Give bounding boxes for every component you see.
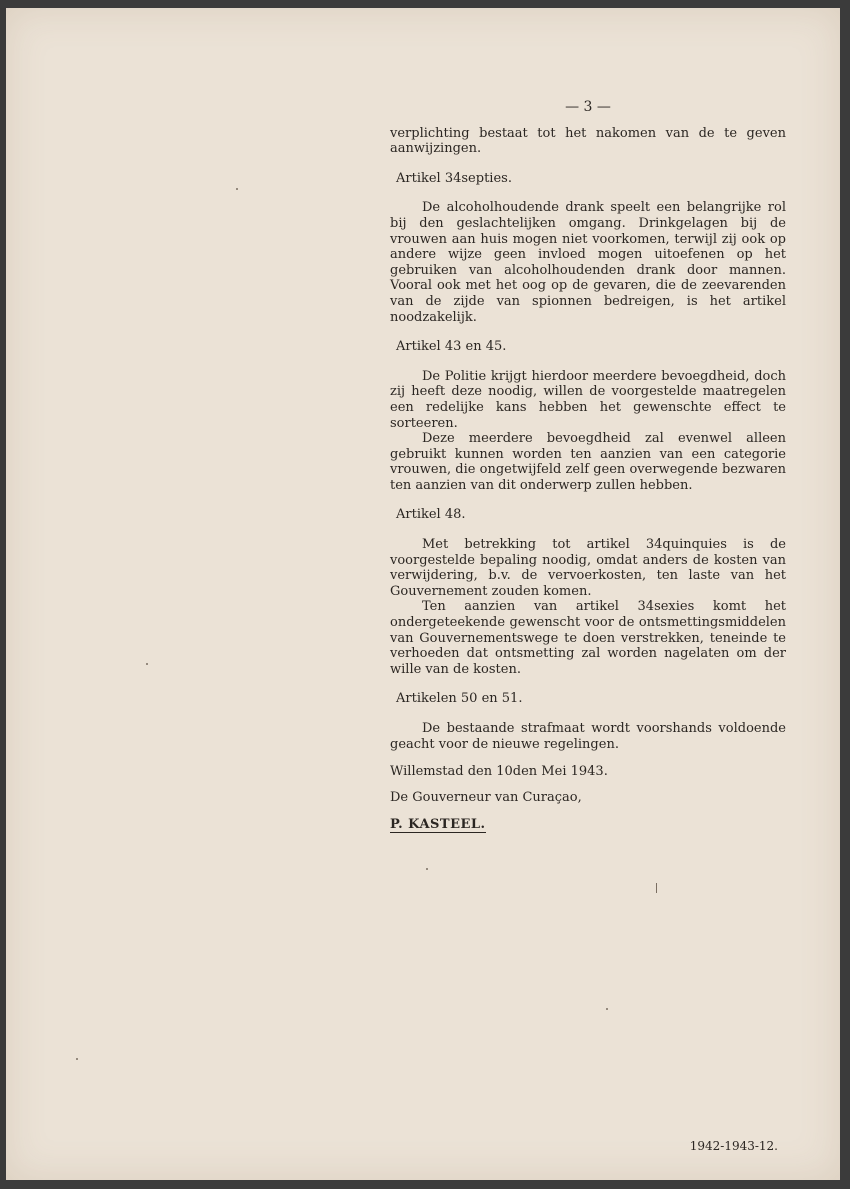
paragraph: Deze meerdere bevoegdheid zal evenwel alleen gebruikt kunnen worden ten aanzien van een categorie vrouwen, die ongetwijfeld zelf geen overwegende bezwaren ten aanzien van dit onderwerp zullen hebben.	[390, 431, 786, 493]
document-body	[390, 100, 786, 833]
paragraph: Ten aanzien van artikel 34sexies komt het ondergeteekende gewenscht voor de ontsmettingsmiddelen van Gouvernementswege te doen verstrekken, teneinde te verhoeden dat ontsmetting zal worden nagelaten om der wille van de kosten.	[390, 599, 786, 677]
page-number: — 3 —	[565, 99, 611, 115]
section-heading: Artikel 34septies.	[396, 170, 512, 186]
paragraph: De bestaande strafmaat wordt voorshands voldoende geacht voor de nieuwe regelingen.	[390, 721, 786, 752]
signatory-name	[390, 817, 786, 833]
paragraph: De alcoholhoudende drank speelt een belangrijke rol bij den geslachtelijken omgang. Drinkgelagen bij de vrouwen aan huis mogen niet voorkomen, terwijl zij ook op andere wijze geen invloed mogen uitoefenen op het gebruiken van alcoholhoudenden drank door mannen. Vooral ook met het oog op de gevaren, die de zeevarenden van de zijde van spionnen bedreigen, is het artikel noodzakelijk.	[390, 200, 786, 325]
scan-border-right	[840, 0, 850, 1189]
signatory-title: De Gouverneur van Curaçao,	[390, 789, 582, 805]
paragraph: Met betrekking tot artikel 34quinquies is de voorgestelde bepaling noodig, omdat anders de kosten van verwijdering, b.v. de vervoerkosten, ten laste van het Gouvernement zouden komen.	[390, 537, 786, 599]
section-heading: Artikel 48.	[396, 507, 466, 523]
document-reference: 1942-1943-12.	[689, 1139, 778, 1153]
scan-border-bottom	[0, 1180, 850, 1189]
paragraph: De Politie krijgt hierdoor meerdere bevoegdheid, doch zij heeft deze noodig, willen de voorgestelde maatregelen een redelijke kans hebben het gewenschte effect te sorteeren.	[390, 368, 786, 431]
place-date: Willemstad den 10den Mei 1943.	[390, 764, 608, 780]
section-heading: Artikel 43 en 45.	[396, 339, 507, 355]
scan-border-top	[0, 0, 850, 8]
paragraph: verplichting bestaat tot het nakomen van de te geven aanwijzingen.	[390, 125, 786, 157]
section-heading: Artikelen 50 en 51.	[396, 691, 523, 707]
signatory-name-text: P. KASTEEL.	[390, 817, 486, 833]
